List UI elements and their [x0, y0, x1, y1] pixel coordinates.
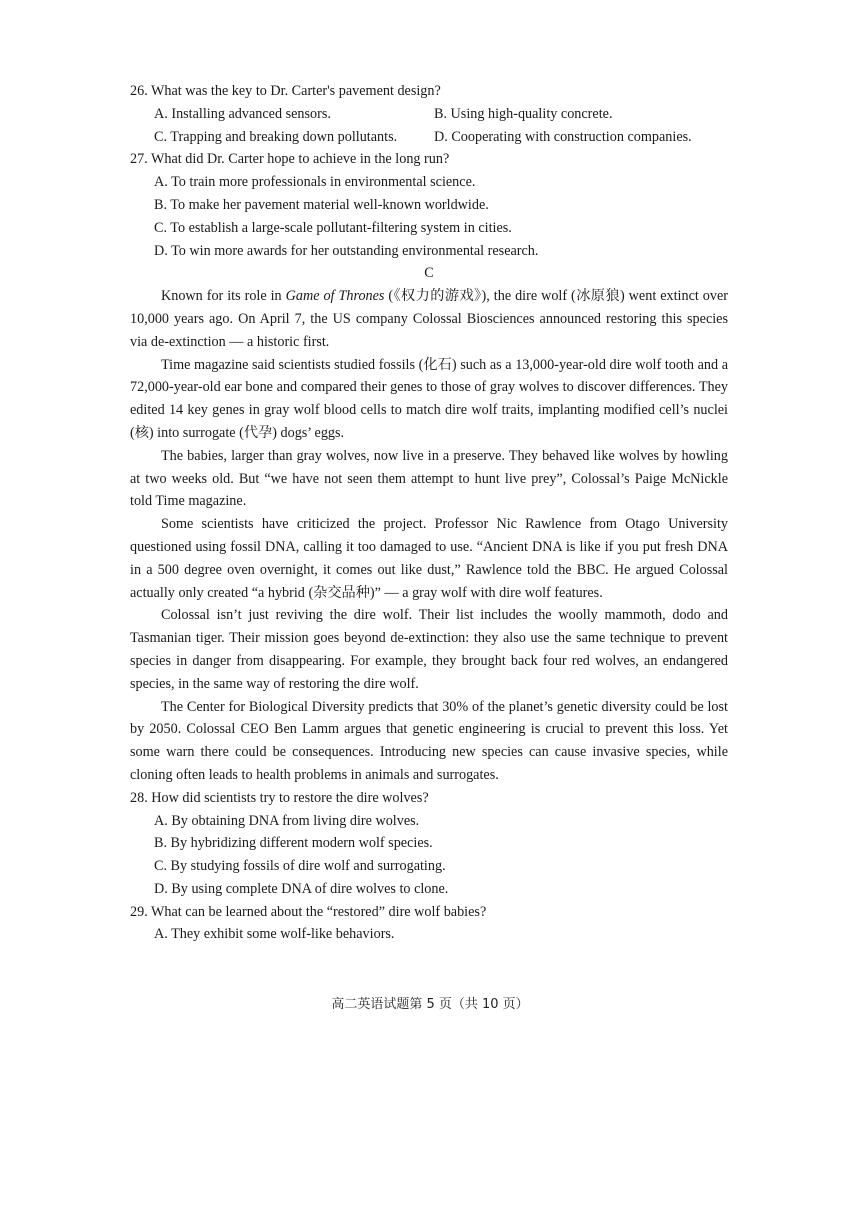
passage-paragraph-1-lead: Known for its role in — [161, 288, 286, 305]
passage-paragraph-4: Some scientists have criticized the project. Professor Nic Rawlence from Otago University questioned using fossil DNA, calling it too damaged to use. “Ancient DNA is like if you put fresh DNA in a 500 degree oven overnight, it comes out like dust,” Rawlence told the BBC. He argued Colossal actually only created “a hybrid (杂交品种)” — a gray wolf with dire wolf features. — [130, 516, 728, 601]
passage-paragraph-3: The babies, larger than gray wolves, now live in a preserve. They behaved like wolves by howling at two weeks old. But “we have not seen them attempt to hunt live prey”, Colossal’s Paige McNickle told Time magazine. — [130, 447, 728, 510]
question-28-option-d: D. By using complete DNA of dire wolves to clone. — [154, 880, 449, 897]
question-27-stem: 27. What did Dr. Carter hope to achieve in the long run? — [130, 151, 450, 168]
book-title: Game of Thrones — [285, 288, 385, 305]
question-27-option-c: C. To establish a large-scale pollutant-filtering system in cities. — [154, 219, 512, 236]
question-26-options-row-1 — [154, 103, 728, 126]
question-26-stem: 26. What was the key to Dr. Carter's pavement design? — [130, 83, 441, 99]
passage-paragraph-1 — [130, 285, 728, 353]
question-29-option-a: A. They exhibit some wolf-like behaviors. — [154, 926, 395, 943]
passage-paragraph-6: The Center for Biological Diversity predicts that 30% of the planet’s genetic diversity could be lost by 2050. Colossal CEO Ben Lamm argues that genetic engineering is crucial to prevent this loss. Yet some warn there could be consequences. Introducing new species can cause invasive species, while cloning often leads to health problems in animals and surrogates. — [130, 698, 728, 783]
question-26-option-a: A. Installing advanced sensors. — [154, 105, 331, 122]
question-26-options-row-2 — [154, 126, 728, 149]
question-28-option-a: A. By obtaining DNA from living dire wolves. — [154, 812, 420, 829]
question-27-option-b: B. To make her pavement material well-known worldwide. — [154, 196, 489, 213]
passage-paragraph-2: Time magazine said scientists studied fossils (化石) such as a 13,000-year-old dire wolf tooth and a 72,000-year-old ear bone and compared their genes to those of gray wolves to discover differences. They edited 14 key genes in gray wolf blood cells to match dire wolf traits, implanting modified cell’s nuclei (核) into surrogate (代孕) dogs’ eggs. — [130, 356, 728, 441]
question-26-option-c: C. Trapping and breaking down pollutants. — [154, 128, 398, 145]
question-26-option-b: B. Using high-quality concrete. — [434, 105, 613, 122]
question-28-stem: 28. How did scientists try to restore the dire wolves? — [130, 789, 429, 806]
page-footer: 高二英语试题第 5 页（共 10 页） — [331, 997, 529, 1012]
exam-page — [130, 80, 728, 946]
question-29-stem: 29. What can be learned about the “restored” dire wolf babies? — [130, 903, 487, 920]
passage-paragraph-1-rest: (《权力的游戏》), the dire wolf (冰原狼) went extinct over 10,000 years ago. On April 7, the US company Colossal Biosciences announced restoring this species via de-extinction — a historic first. — [130, 288, 728, 350]
question-27-option-a: A. To train more professionals in environmental science. — [154, 174, 476, 191]
question-28-option-c: C. By studying fossils of dire wolf and surrogating. — [154, 858, 446, 875]
section-heading: C — [424, 265, 434, 282]
passage-paragraph-5: Colossal isn’t just reviving the dire wolf. Their list includes the woolly mammoth, dodo and Tasmanian tiger. Their mission goes beyond de-extinction: they also use the same technique to prevent species in danger from disappearing. For example, they brought back four red wolves, an endangered species, in the same way of restoring the dire wolf. — [130, 607, 728, 692]
question-27-option-d: D. To win more awards for her outstanding environmental research. — [154, 242, 539, 259]
question-28-option-b: B. By hybridizing different modern wolf species. — [154, 835, 433, 852]
question-26-option-d: D. Cooperating with construction companies. — [434, 128, 692, 145]
